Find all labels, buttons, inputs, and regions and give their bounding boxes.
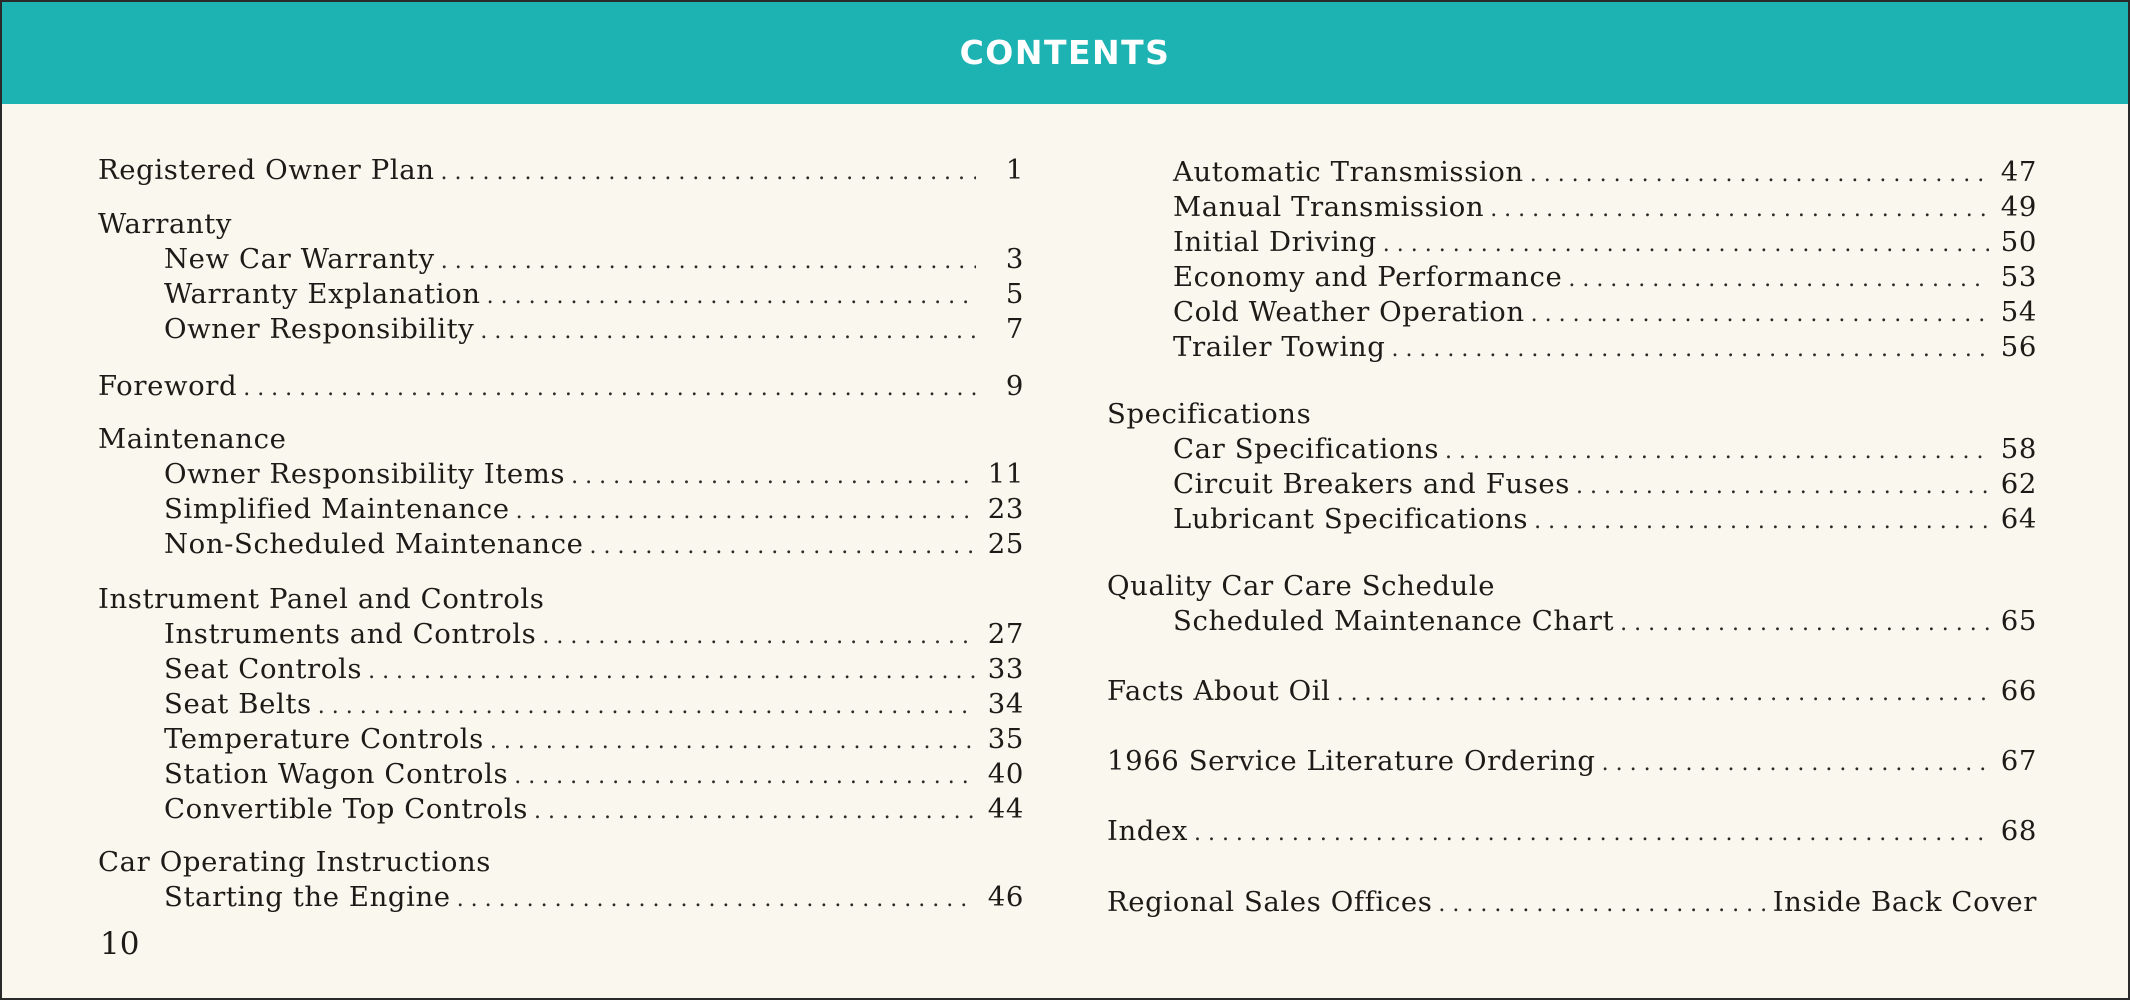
toc-entry-label: New Car Warranty [164, 243, 435, 275]
toc-entry[interactable] [1107, 156, 2037, 188]
toc-entry-label: Owner Responsibility Items [164, 458, 566, 490]
dot-leader [441, 160, 976, 185]
toc-entry-page: 33 [987, 653, 1024, 685]
toc-entry-page: 67 [2000, 745, 2037, 777]
toc-entry-label: Convertible Top Controls [164, 793, 529, 825]
dot-leader [514, 764, 976, 789]
toc-section-heading: Maintenance [98, 423, 287, 455]
toc-entry-label: Owner Responsibility [164, 313, 475, 345]
toc-entry-label: Seat Controls [164, 653, 363, 685]
toc-entry-page: 27 [987, 618, 1024, 650]
dot-leader [1620, 611, 1989, 636]
toc-entry-label: Starting the Engine [164, 881, 451, 913]
toc-entry-page: 64 [2000, 503, 2037, 535]
toc-entry[interactable] [98, 528, 1024, 560]
dot-leader [516, 499, 976, 524]
toc-entry-label: Index [1107, 815, 1188, 847]
toc-entry[interactable] [98, 278, 1024, 310]
dot-leader [1576, 474, 1989, 499]
toc-entry-page: 3 [1005, 243, 1024, 275]
toc-entry-page: 5 [1005, 278, 1024, 310]
toc-entry-page: 58 [2000, 433, 2037, 465]
page-number: 10 [100, 926, 140, 962]
toc-entry[interactable] [1107, 226, 2037, 258]
toc-entry-label: Trailer Towing [1173, 331, 1386, 363]
toc-entry-label: Economy and Performance [1173, 261, 1563, 293]
dot-leader [457, 887, 976, 912]
toc-entry-page: Inside Back Cover [1772, 886, 2037, 918]
dot-leader [441, 249, 976, 274]
toc-entry[interactable] [98, 154, 1024, 186]
dot-leader [487, 284, 976, 309]
toc-entry-page: 1 [1005, 154, 1024, 186]
dot-leader [534, 799, 976, 824]
toc-entry-label: Cold Weather Operation [1173, 296, 1525, 328]
toc-entry-page: 7 [1005, 313, 1024, 345]
toc-entry-label: Foreword [98, 370, 238, 402]
dot-leader [1568, 267, 1989, 292]
dot-leader [243, 376, 976, 401]
dot-leader [1530, 162, 1989, 187]
toc-entry[interactable] [98, 313, 1024, 345]
toc-entry[interactable] [98, 618, 1024, 650]
dot-leader [571, 464, 976, 489]
toc-entry-label: Facts About Oil [1107, 675, 1331, 707]
toc-entry-page: 46 [987, 881, 1024, 913]
toc-entry[interactable] [98, 370, 1024, 402]
toc-entry-page: 44 [987, 793, 1024, 825]
toc-entry[interactable] [1107, 296, 2037, 328]
dot-leader [1383, 232, 1989, 257]
toc-entry-page: 66 [2000, 675, 2037, 707]
toc-entry[interactable] [1107, 675, 2037, 707]
contents-banner [2, 2, 2128, 104]
toc-section-heading: Warranty [98, 208, 233, 240]
toc-entry[interactable] [98, 688, 1024, 720]
dot-leader [1602, 751, 1989, 776]
toc-entry[interactable] [98, 653, 1024, 685]
toc-entry[interactable] [98, 758, 1024, 790]
toc-section-heading: Specifications [1107, 398, 1312, 430]
toc-entry[interactable] [1107, 605, 2037, 637]
dot-leader [1445, 439, 1989, 464]
toc-entry-label: Lubricant Specifications [1173, 503, 1529, 535]
toc-entry-label: Car Specifications [1173, 433, 1440, 465]
dot-leader [542, 624, 976, 649]
toc-entry-page: 68 [2000, 815, 2037, 847]
toc-entry-page: 54 [2000, 296, 2037, 328]
dot-leader [480, 319, 976, 344]
dot-leader [318, 694, 976, 719]
toc-entry-label: Warranty Explanation [164, 278, 481, 310]
dot-leader [368, 659, 976, 684]
toc-entry-label: Circuit Breakers and Fuses [1173, 468, 1570, 500]
toc-entry-label: Registered Owner Plan [98, 154, 435, 186]
toc-section-heading: Quality Car Care Schedule [1107, 570, 1496, 602]
toc-entry-page: 34 [987, 688, 1024, 720]
toc-entry-page: 56 [2000, 331, 2037, 363]
toc-entry-label: Temperature Controls [164, 723, 484, 755]
toc-entry[interactable] [1107, 886, 2037, 918]
toc-entry[interactable] [1107, 433, 2037, 465]
toc-entry-label: Initial Driving [1173, 226, 1377, 258]
dot-leader [1438, 892, 1764, 917]
dot-leader [1337, 681, 1989, 706]
toc-entry-label: Regional Sales Offices [1107, 886, 1433, 918]
toc-entry-label: 1966 Service Literature Ordering [1107, 745, 1596, 777]
toc-entry[interactable] [1107, 191, 2037, 223]
dot-leader [589, 534, 976, 559]
toc-entry-label: Instruments and Controls [164, 618, 537, 650]
toc-entry-page: 11 [987, 458, 1024, 490]
toc-entry-label: Automatic Transmission [1173, 156, 1524, 188]
toc-entry-page: 62 [2000, 468, 2037, 500]
toc-entry-label: Seat Belts [164, 688, 312, 720]
toc-entry-page: 47 [2000, 156, 2037, 188]
toc-entry[interactable] [1107, 331, 2037, 363]
toc-entry-page: 40 [987, 758, 1024, 790]
toc-entry-label: Scheduled Maintenance Chart [1173, 605, 1615, 637]
toc-entry-label: Manual Transmission [1173, 191, 1485, 223]
toc-entry[interactable] [98, 458, 1024, 490]
toc-entry-page: 50 [2000, 226, 2037, 258]
toc-entry[interactable] [1107, 261, 2037, 293]
toc-entry-page: 25 [987, 528, 1024, 560]
toc-entry[interactable] [98, 493, 1024, 525]
page-title: CONTENTS [959, 32, 1171, 72]
dot-leader [1194, 821, 1989, 846]
toc-entry[interactable] [1107, 503, 2037, 535]
toc-section-heading: Instrument Panel and Controls [98, 583, 545, 615]
toc-entry[interactable] [98, 243, 1024, 275]
toc-entry-label: Simplified Maintenance [164, 493, 510, 525]
toc-entry[interactable] [98, 881, 1024, 913]
toc-entry-label: Station Wagon Controls [164, 758, 509, 790]
toc-entry[interactable] [98, 793, 1024, 825]
dot-leader [1531, 302, 1989, 327]
dot-leader [1391, 337, 1989, 362]
toc-entry-page: 49 [2000, 191, 2037, 223]
toc-entry[interactable] [1107, 468, 2037, 500]
toc-entry[interactable] [1107, 815, 2037, 847]
toc-entry-page: 9 [1005, 370, 1024, 402]
toc-entry-page: 53 [2000, 261, 2037, 293]
toc-entry[interactable] [98, 723, 1024, 755]
dot-leader [1534, 509, 1989, 534]
toc-section-heading: Car Operating Instructions [98, 846, 492, 878]
toc-entry-page: 65 [2000, 605, 2037, 637]
dot-leader [490, 729, 976, 754]
toc-entry-page: 23 [987, 493, 1024, 525]
toc-entry-page: 35 [987, 723, 1024, 755]
dot-leader [1490, 197, 1989, 222]
toc-entry-label: Non-Scheduled Maintenance [164, 528, 584, 560]
toc-entry[interactable] [1107, 745, 2037, 777]
